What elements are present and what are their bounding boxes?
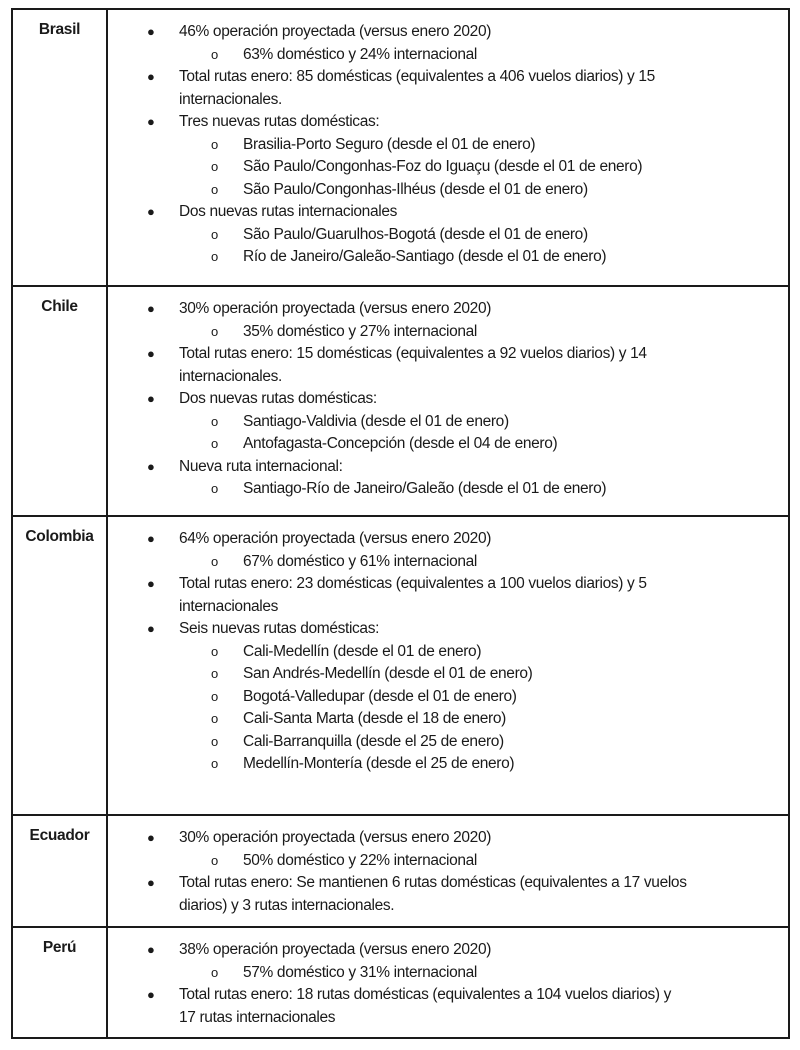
bullet-icon: ● (147, 458, 155, 474)
sub-bullet-icon: o (211, 688, 218, 704)
list-item (108, 939, 788, 962)
item-text: Nueva ruta internacional: (179, 457, 343, 475)
table-row-ecuador (13, 814, 788, 928)
list-item (108, 343, 788, 366)
item-text: Total rutas enero: 15 domésticas (equivalentes a 92 vuelos diarios) y 14 (179, 345, 647, 362)
sub-list-item (108, 551, 788, 574)
list-item (108, 388, 788, 411)
content-cell (108, 517, 788, 827)
country-cell: Brasil (13, 10, 108, 287)
sub-list-item (108, 433, 788, 456)
item-continuation: internacionales (179, 597, 279, 615)
list-item (108, 66, 788, 89)
item-continuation: internacionales. (179, 90, 282, 108)
sub-list-item (108, 641, 788, 664)
item-text: Total rutas enero: 23 domésticas (equivalentes a 100 vuelos diarios) y 5 (179, 575, 647, 592)
sub-list-item (108, 850, 788, 873)
item-text: Medellín-Montería (desde el 25 de enero) (243, 755, 515, 772)
bullet-icon: ● (147, 346, 155, 361)
item-text: São Paulo/Congonhas-Ilhéus (desde el 01 de enero) (243, 180, 588, 198)
sub-list-item (108, 962, 788, 985)
sub-list-item (108, 731, 788, 754)
table-row-peru (13, 926, 788, 1037)
item-text: 30% operación proyectada (versus enero 2020) (179, 829, 492, 846)
sub-bullet-icon: o (211, 553, 218, 569)
item-text: São Paulo/Congonhas-Foz do Iguaçu (desde el 01 de enero) (243, 158, 643, 175)
item-text: Brasilia-Porto Seguro (desde el 01 de enero) (243, 135, 536, 153)
list-item (108, 456, 788, 479)
item-text: São Paulo/Guarulhos-Bogotá (desde el 01 de enero) (243, 225, 588, 243)
bullet-icon: ● (147, 830, 155, 845)
item-text: 38% operación proyectada (versus enero 2020) (179, 941, 492, 958)
list-item (108, 618, 788, 641)
bullet-icon: ● (147, 114, 155, 129)
content-cell (108, 287, 788, 528)
item-text: Santiago-Valdivia (desde el 01 de enero) (243, 412, 509, 430)
sub-bullet-icon: o (211, 481, 218, 496)
sub-bullet-icon: o (211, 643, 218, 659)
country-cell: Chile (13, 287, 108, 517)
item-text: Dos nuevas rutas internacionales (179, 203, 397, 220)
bullet-icon: ● (147, 576, 155, 591)
bullet-icon: ● (147, 24, 155, 39)
sub-list-item (108, 134, 788, 157)
sub-bullet-icon: o (211, 666, 218, 681)
item-text: 63% doméstico y 24% internacional (243, 45, 478, 63)
bullet-icon: ● (147, 531, 155, 546)
list-item (108, 528, 788, 551)
country-cell: Perú (13, 928, 108, 1037)
table-row-chile (13, 285, 788, 517)
sub-list-item (108, 708, 788, 731)
bullet-icon: ● (147, 69, 155, 84)
sub-list-item (108, 478, 788, 501)
item-continuation: diarios) y 3 rutas internacionales. (179, 896, 395, 914)
table-row-colombia (13, 515, 788, 816)
list-item (108, 21, 788, 44)
item-text: 46% operación proyectada (versus enero 2020) (179, 23, 492, 40)
sub-bullet-icon: o (211, 323, 218, 339)
item-text: Tres nuevas rutas domésticas: (179, 113, 380, 130)
list-item (108, 201, 788, 224)
list-item (108, 827, 788, 850)
item-text: Cali-Medellín (desde el 01 de enero) (243, 642, 482, 660)
item-continuation: internacionales. (179, 367, 282, 385)
country-cell: Ecuador (13, 816, 108, 928)
list-item (108, 111, 788, 134)
sub-list-item (108, 663, 788, 686)
sub-bullet-icon: o (211, 136, 218, 152)
content-cell (108, 928, 788, 1048)
item-text: Bogotá-Valledupar (desde el 01 de enero) (243, 687, 517, 705)
table-row-brasil (13, 10, 788, 287)
item-text: 67% doméstico y 61% internacional (243, 552, 478, 570)
item-text: Santiago-Río de Janeiro/Galeão (desde el 01 de enero) (243, 480, 607, 497)
item-text: 35% doméstico y 27% internacional (243, 322, 478, 340)
bullet-icon: ● (147, 987, 155, 1002)
item-text: 64% operación proyectada (versus enero 2020) (179, 530, 492, 547)
item-text: Total rutas enero: 18 rutas domésticas (equivalentes a 104 vuelos diarios) y (179, 986, 672, 1003)
sub-list-item (108, 686, 788, 709)
bullet-icon: ● (147, 391, 155, 406)
item-continuation: 17 rutas internacionales (179, 1008, 336, 1026)
sub-bullet-icon: o (211, 711, 218, 726)
sub-bullet-icon: o (211, 249, 218, 264)
item-text: Dos nuevas rutas domésticas: (179, 390, 377, 407)
bullet-icon: ● (147, 942, 155, 957)
sub-bullet-icon: o (211, 852, 218, 868)
item-text: 50% doméstico y 22% internacional (243, 851, 478, 869)
item-text: Total rutas enero: 85 domésticas (equivalentes a 406 vuelos diarios) y 15 (179, 68, 655, 85)
sub-bullet-icon: o (211, 46, 218, 62)
sub-list-item (108, 753, 788, 776)
bullet-icon: ● (147, 875, 155, 890)
sub-bullet-icon: o (211, 226, 218, 242)
bullet-icon: ● (147, 301, 155, 316)
sub-list-item (108, 246, 788, 269)
bullet-icon: ● (147, 621, 155, 636)
item-text: Total rutas enero: Se mantienen 6 rutas domésticas (equivalentes a 17 vuelos (179, 874, 687, 891)
sub-bullet-icon: o (211, 181, 218, 197)
item-text: Seis nuevas rutas domésticas: (179, 620, 380, 637)
sub-list-item (108, 156, 788, 179)
sub-bullet-icon: o (211, 159, 218, 174)
sub-list-item (108, 224, 788, 247)
sub-list-item (108, 411, 788, 434)
item-text: Cali-Santa Marta (desde el 18 de enero) (243, 710, 506, 727)
content-cell (108, 10, 788, 298)
sub-list-item (108, 179, 788, 202)
list-item (108, 298, 788, 321)
sub-bullet-icon: o (211, 756, 218, 771)
country-cell: Colombia (13, 517, 108, 816)
item-text: Antofagasta-Concepción (desde el 04 de enero) (243, 435, 558, 452)
sub-list-item (108, 44, 788, 67)
sub-bullet-icon: o (211, 964, 218, 980)
sub-bullet-icon: o (211, 436, 218, 451)
sub-bullet-icon: o (211, 413, 218, 429)
routes-table (11, 8, 790, 1039)
item-text: 30% operación proyectada (versus enero 2020) (179, 300, 492, 317)
sub-list-item (108, 321, 788, 344)
bullet-icon: ● (147, 204, 155, 219)
item-text: Cali-Barranquilla (desde el 25 de enero) (243, 732, 504, 750)
item-text: Río de Janeiro/Galeão-Santiago (desde el 01 de enero) (243, 248, 607, 265)
item-text: San Andrés-Medellín (desde el 01 de enero) (243, 665, 533, 682)
list-item (108, 872, 788, 895)
sub-bullet-icon: o (211, 733, 218, 749)
list-item (108, 573, 788, 596)
content-cell (108, 816, 788, 939)
item-text: 57% doméstico y 31% internacional (243, 963, 478, 981)
list-item (108, 984, 788, 1007)
